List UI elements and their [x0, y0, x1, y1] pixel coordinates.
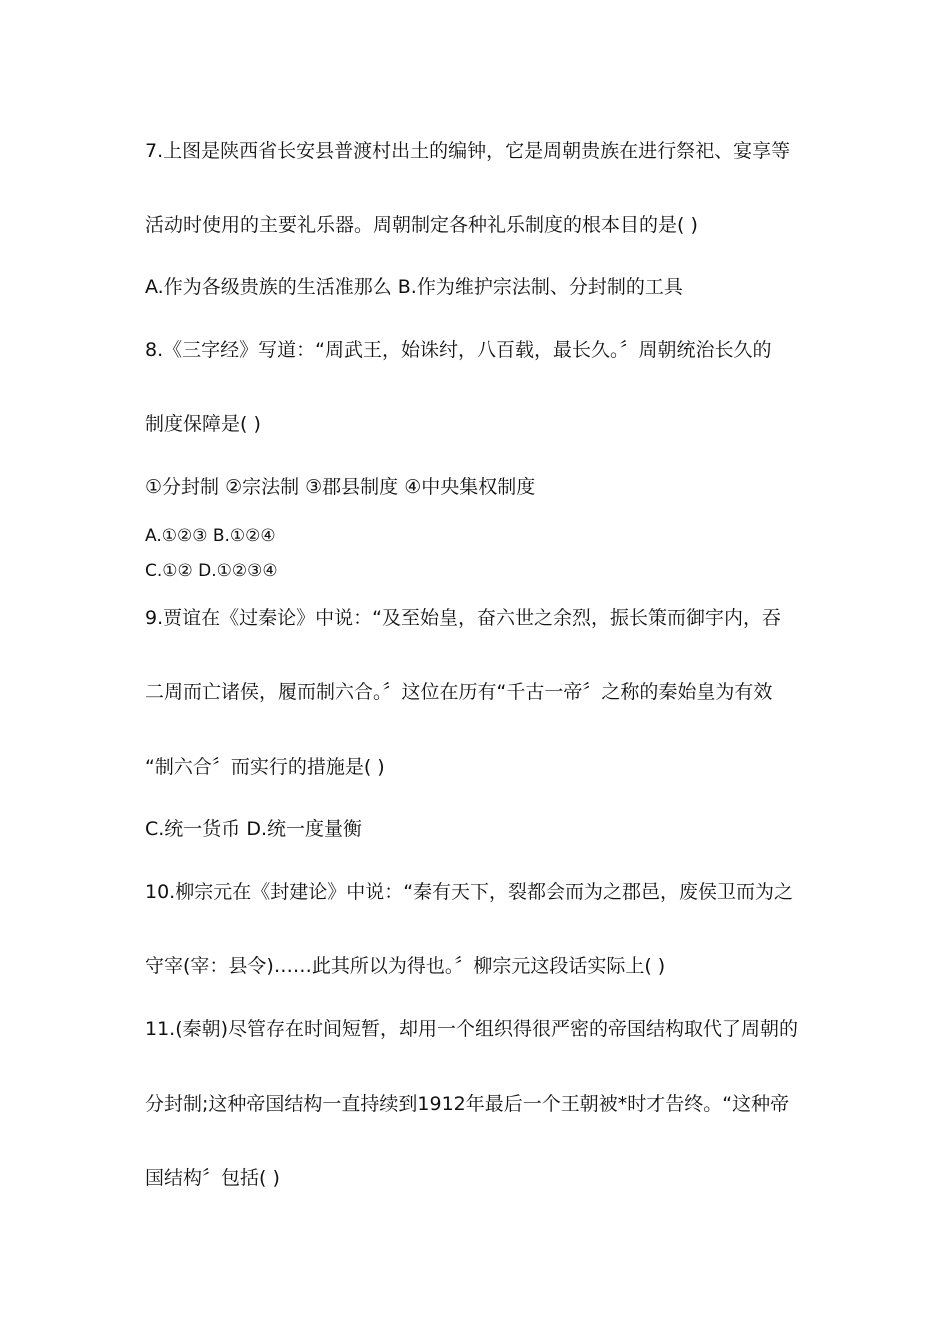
q7-options: A.作为各级贵族的生活准那么 B.作为维护宗法制、分封制的工具 — [145, 276, 683, 298]
q7-text-line-2: 活动时使用的主要礼乐器。周朝制定各种礼乐制度的根本目的是( ) — [145, 214, 698, 236]
q11-text-line-2: 分封制;这种帝国结构一直持续到1912年最后一个王朝被*时才告终。“这种帝 — [145, 1093, 790, 1115]
q9-text-line-3: “制六合〞而实行的措施是( ) — [145, 756, 385, 778]
q8-text-line-1: 8.《三字经》写道：“周武王，始诛纣，八百载，最长久。〞周朝统治长久的 — [145, 339, 772, 361]
q9-options: C.统一货币 D.统一度量衡 — [145, 818, 363, 840]
q9-text-line-1: 9.贾谊在《过秦论》中说：“及至始皇，奋六世之余烈，振长策而御宇内，吞 — [145, 607, 781, 629]
q10-text-line-2: 守宰(宰：县令)……此其所以为得也。〞柳宗元这段话实际上( ) — [145, 955, 666, 977]
q10-text-line-1: 10.柳宗元在《封建论》中说：“秦有天下，裂都会而为之郡邑，废侯卫而为之 — [145, 881, 794, 903]
q8-text-line-2: 制度保障是( ) — [145, 413, 261, 435]
q7-text-line-1: 7.上图是陕西省长安县普渡村出土的编钟，它是周朝贵族在进行祭祀、宴享等 — [145, 140, 791, 162]
q8-options-ab: A.①②③ B.①②④ — [145, 526, 276, 546]
q9-text-line-2: 二周而亡诸侯，履而制六合。〞这位在历有“千古一帝〞之称的秦始皇为有效 — [145, 681, 773, 703]
q8-statements: ①分封制 ②宗法制 ③郡县制度 ④中央集权制度 — [145, 476, 536, 498]
q11-text-line-3: 国结构〞包括( ) — [145, 1167, 280, 1189]
q8-options-cd: C.①② D.①②③④ — [145, 561, 278, 581]
q11-text-line-1: 11.(秦朝)尽管存在时间短暂，却用一个组织得很严密的帝国结构取代了周朝的 — [145, 1018, 799, 1040]
